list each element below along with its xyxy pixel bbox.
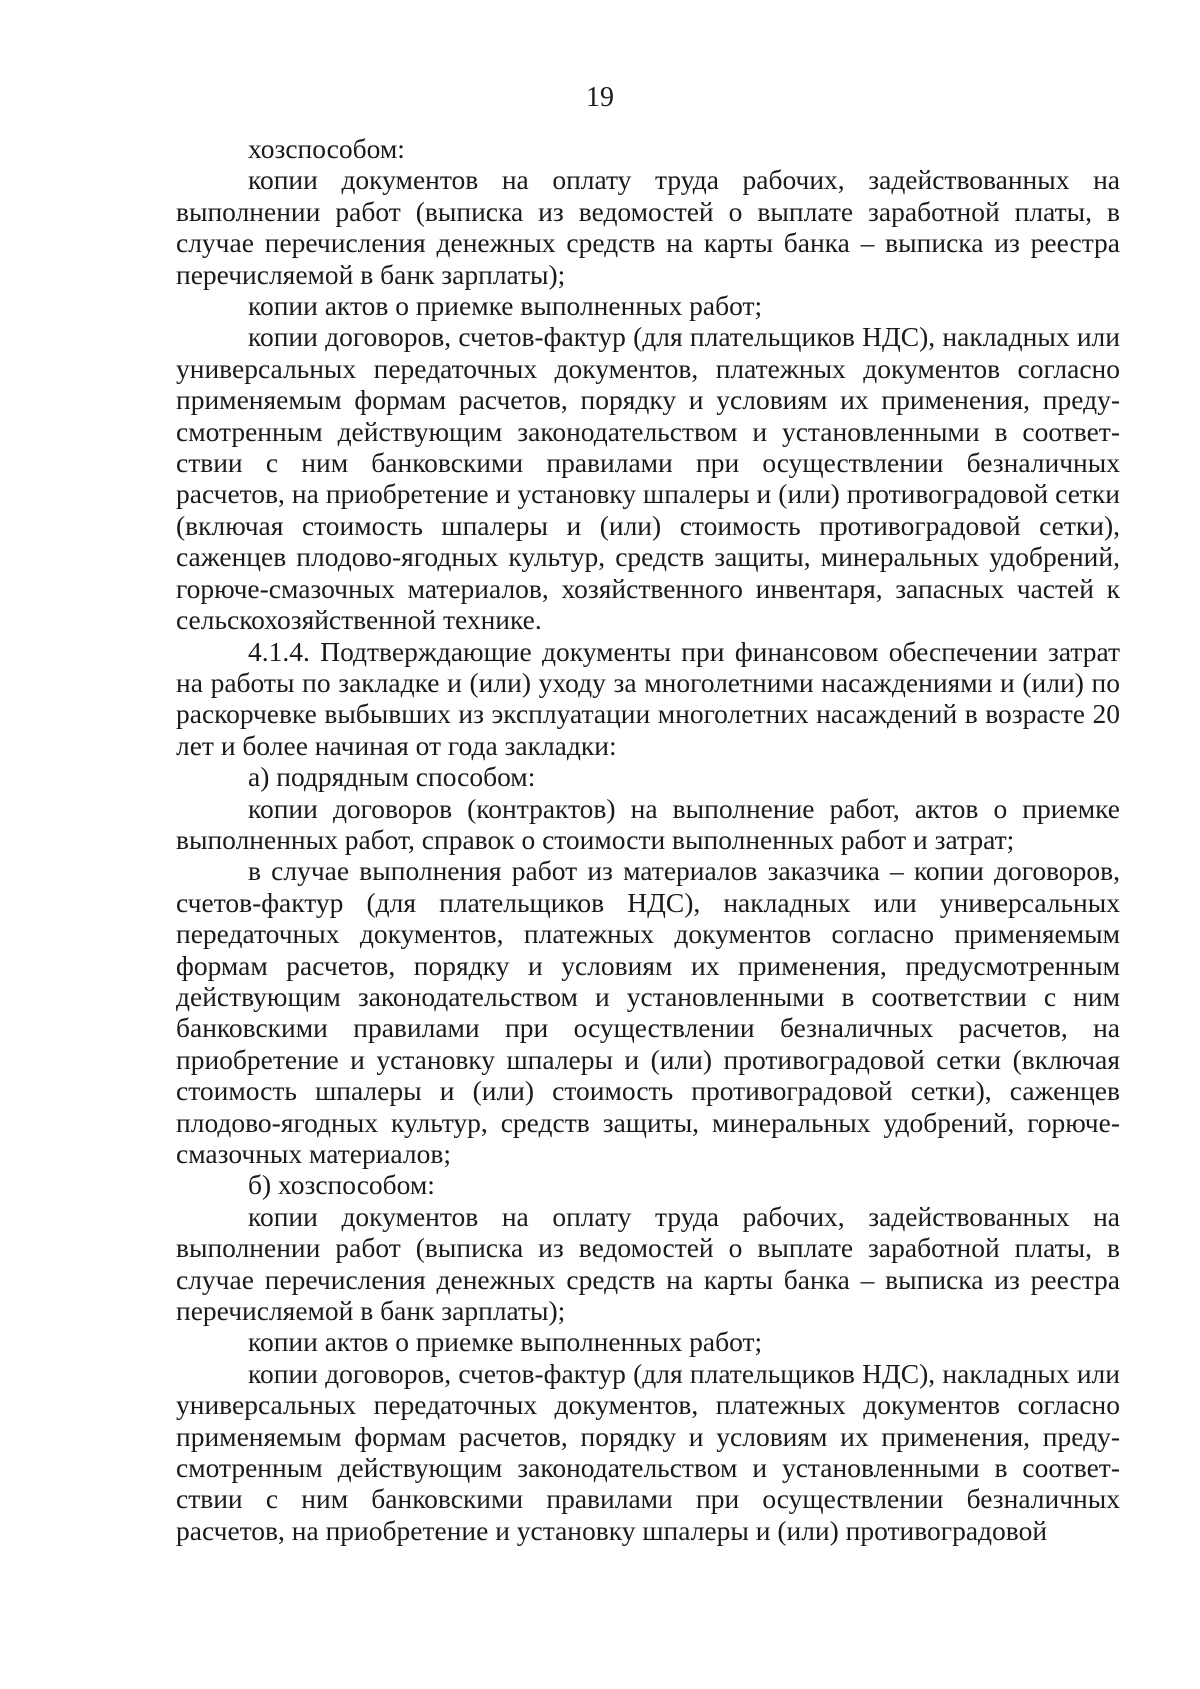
paragraph: б) хозспособом: (248, 1169, 435, 1201)
paragraph: а) подрядным способом: (248, 761, 536, 793)
paragraph: копии документов на оплату труда рабочих, задействованных на выполнении работ (выписка из ведомостей о выплате заработной платы, в случае перечисления денежных средств на карты банка – выписка из реестра перечисляемой в банк зарплаты); (176, 164, 1120, 290)
paragraph: копии договоров (контрактов) на выполнение работ, актов о приемке выполненных работ, справок о стоимости выполненных работ и затрат; (176, 792, 1120, 855)
page-number: 19 (586, 82, 614, 113)
paragraph: хозспособом: (248, 133, 405, 164)
paragraph: копии актов о приемке выполненных работ; (248, 290, 763, 322)
paragraph: в случае выполнения работ из материалов заказчика – копии договоров, счетов-фактур (для плательщиков НДС), накладных или универсальных передаточных документов, платежных документов согласно применяемым формам расчетов, порядку и условиям их применения, предусмотренным действующим законодательством и установленными в соответствии с ним банковскими правилами при осуществлении безналичных расчетов, на приобретение и установку шпалеры и (или) противоградовой сетки (включая стоимость шпалеры и (или) стоимость противоградовой сетки), саженцев плодово-ягодных культур, средств защиты, минеральных удобрений, горюче-смазочных материалов; (176, 855, 1120, 1169)
paragraph: копии актов о приемке выполненных работ; (248, 1326, 763, 1358)
paragraph: копии документов на оплату труда рабочих, задействованных на выполнении работ (выписка из ведомостей о выплате заработной платы, в случае перечисления денежных средств на карты банка – выписка из реестра перечисляемой в банк зарплаты); (176, 1200, 1120, 1327)
paragraph: копии договоров, счетов-фактур (для плательщиков НДС), накладных или универсальных передаточных документов, платежных документов согласно применяемым формам расчетов, порядку и условиям их применения, преду-смотренным действующим законодательством и установленными в соответ-ствии с ним банковскими правилами при осуществлении безналичных расчетов, на приобретение и установку шпалеры и (или) противоградовой сетки (включая стоимость шпалеры и (или) стоимость противоградовой сетки), саженцев плодово-ягодных культур, средств защиты, минеральных удобрений, горюче-смазочных материалов, хозяйственного инвентаря, запасных частей к сельскохозяйственной технике. (176, 321, 1120, 636)
document-body (176, 133, 1120, 1546)
paragraph: 4.1.4. Подтверждающие документы при финансовом обеспечении затрат на работы по закладке и (или) уходу за многолетними насаждениями и (или) по раскорчевке выбывших из эксплуатации многолетних насаждений в возрасте 20 лет и более начиная от года закладки: (176, 635, 1120, 761)
paragraph: копии договоров, счетов-фактур (для плательщиков НДС), накладных или универсальных передаточных документов, платежных документов согласно применяемым формам расчетов, порядку и условиям их применения, преду-смотренным действующим законодательством и установленными в соответ-ствии с ним банковскими правилами при осуществлении безналичных расчетов, на приобретение и установку шпалеры и (или) противоградовой (176, 1357, 1120, 1546)
